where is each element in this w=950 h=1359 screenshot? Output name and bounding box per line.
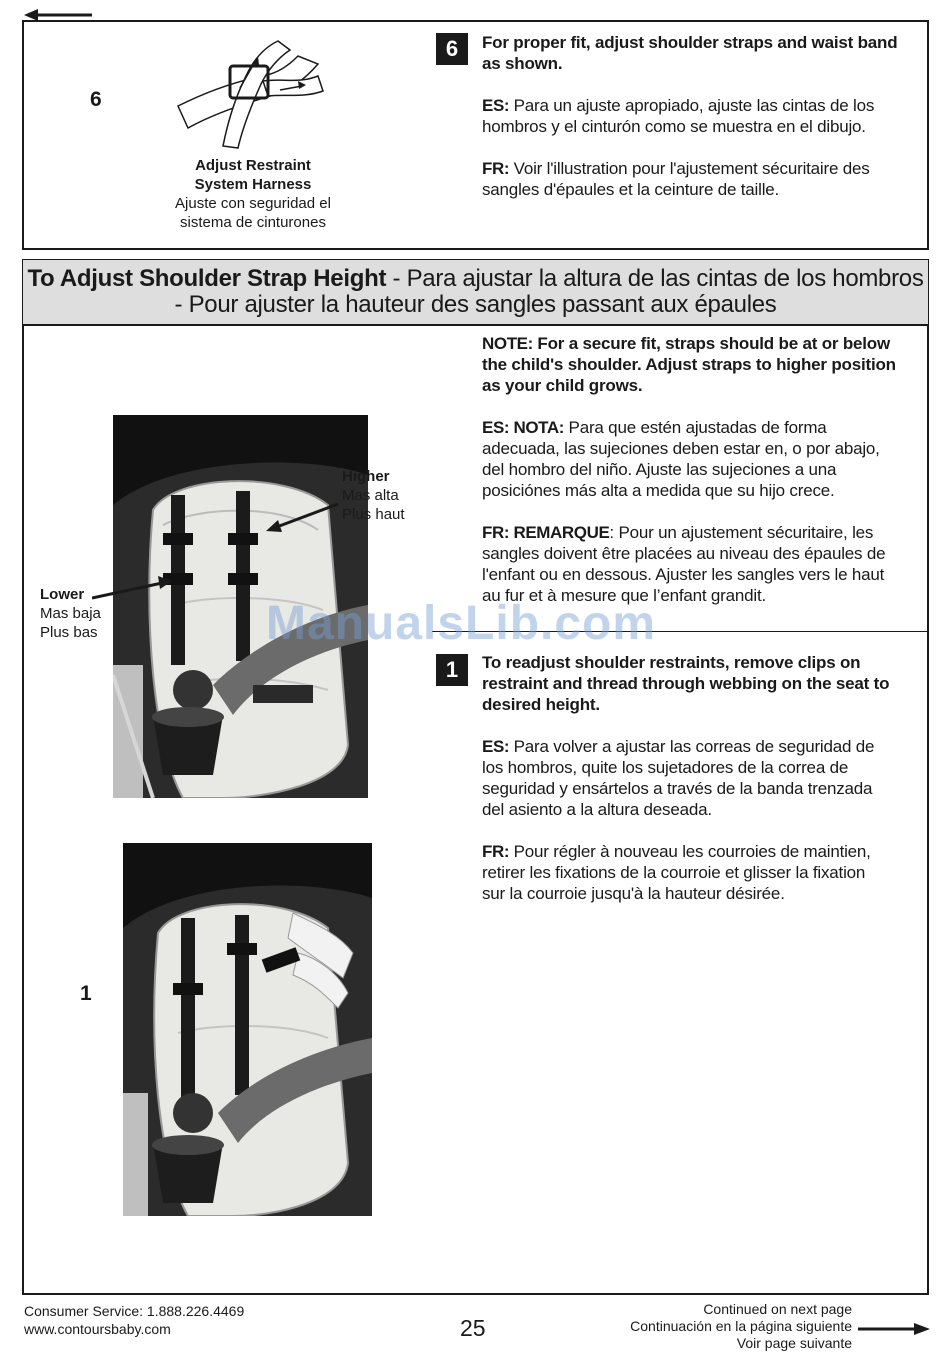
harness-buckle-illustration [168,36,328,151]
step1-es-text1: Para volver a ajustar las correas de seguridad de [509,737,875,756]
higher-es: Mas alta [342,487,399,504]
note-en-line3: as your child grows. [482,376,643,395]
footer-right [600,1301,852,1352]
step6-en-line2: as shown. [482,54,563,73]
section-title-en: To Adjust Shoulder Strap Height [27,265,387,292]
step6-text [482,32,922,200]
step1-fr-line3: sur la courroie jusqu'à la hauteur désirée. [482,884,785,903]
continued-fr: Voir page suivante [736,1335,852,1351]
step1-number: 1 [80,982,92,1005]
step1-text [482,652,922,904]
caption-en-line2: System Harness [194,176,312,193]
lower-es: Mas baja [40,605,101,622]
step6-es-line2: hombros y el cinturón como se muestra en el dibujo. [482,117,866,136]
section-header [23,260,928,326]
section-title-line2: - Pour ajuster la hauteur des sangles passant aux épaules [174,291,777,318]
note-es-line3: del hombro del niño. Ajuste las sujeciones a una [482,460,837,479]
note-en-text1: For a secure fit, straps should be at or below [532,334,891,353]
footer-left [24,1302,244,1338]
step1-es-label: ES: [482,737,510,756]
step1-fr-label: FR: [482,842,510,861]
note-fr-line2: sangles doivent être placées au niveau des épaules de [482,544,886,563]
page-number: 25 [460,1315,486,1341]
step6-fr-line2: sangles d'épaules et la ceinture de taille. [482,180,780,199]
caption-es-line2: sistema de cinturones [180,214,326,231]
lower-fr: Plus bas [40,624,98,641]
step1-es-line1 [482,736,922,757]
lower-arrow-icon [92,576,174,602]
note-fr-line4: au fur et à mesure que l’enfant grandit. [482,586,767,605]
es-label: ES: [482,96,510,115]
note-en-line2: the child's shoulder. Adjust straps to higher position [482,355,896,374]
step6-en-line1: For proper fit, adjust shoulder straps and waist band [482,33,898,52]
step1-badge: 1 [436,654,468,686]
higher-arrow-icon [262,500,340,534]
fr-label: FR: [482,159,510,178]
section-title-line1 [23,266,928,292]
note-fr-text1: : Pour un ajustement sécuritaire, les [609,523,874,542]
note-es-label: ES: NOTA: [482,418,565,437]
step1-en-line2: restraint and thread through webbing on the seat to [482,674,890,693]
next-page-arrow-icon [858,1320,930,1338]
website: www.contoursbaby.com [24,1321,171,1337]
note-fr-line1 [482,522,922,543]
caption-es-line1: Ajuste con seguridad el [175,195,331,212]
step1-en-line3: desired height. [482,695,600,714]
step1-fr-text1: Pour régler à nouveau les courroies de maintien, [509,842,871,861]
step6-number: 6 [90,88,102,111]
note-text [482,333,922,606]
step6-caption [158,156,348,232]
step1-fr-line1 [482,841,922,862]
higher-callout [342,467,405,524]
step6-badge: 6 [436,33,468,65]
continued-es: Continuación en la página siguiente [630,1318,852,1334]
note-es-line2: adecuada, las sujeciones deben estar en, o por abajo, [482,439,880,458]
step6-es-text1: Para un ajuste apropiado, ajuste las cintas de los [509,96,875,115]
step1-es-line3: seguridad y ensártelos a través de la banda trenzada [482,779,873,798]
step1-en-line1: To readjust shoulder restraints, remove clips on [482,653,861,672]
note-es-line1 [482,417,922,438]
caption-en-line1: Adjust Restraint [195,157,311,174]
higher-en: Higher [342,468,390,485]
higher-fr: Plus haut [342,506,405,523]
note-es-text1: Para que estén ajustadas de forma [564,418,827,437]
lower-en: Lower [40,586,85,603]
consumer-service: Consumer Service: 1.888.226.4469 [24,1303,245,1319]
step6-es-line1 [482,95,922,116]
step6-fr-text1: Voir l'illustration pour l'ajustement sécuritaire des [509,159,870,178]
note-fr-line3: l'enfant ou en dessous. Ajuster les sangles vers le haut [482,565,885,584]
watermark: ManualsLib.com [266,597,657,650]
note-fr-label: FR: REMARQUE [482,523,610,542]
step1-fr-line2: retirer les fixations de la courroie et glisser la fixation [482,863,866,882]
note-es-line4: posiciónes más alta a medida que su hijo crece. [482,481,835,500]
step1-es-line2: los hombros, quite los sujetadores de la correa de [482,758,849,777]
note-label: NOTE: [482,334,533,353]
strap-readjust-photo [123,843,372,1216]
continued-en: Continued on next page [703,1301,852,1317]
section-title-es: - Para ajustar la altura de las cintas de los hombros [386,265,924,292]
note-en-line1 [482,333,922,354]
step6-fr-line1 [482,158,922,179]
step1-es-line4: del asiento a la altura deseada. [482,800,712,819]
